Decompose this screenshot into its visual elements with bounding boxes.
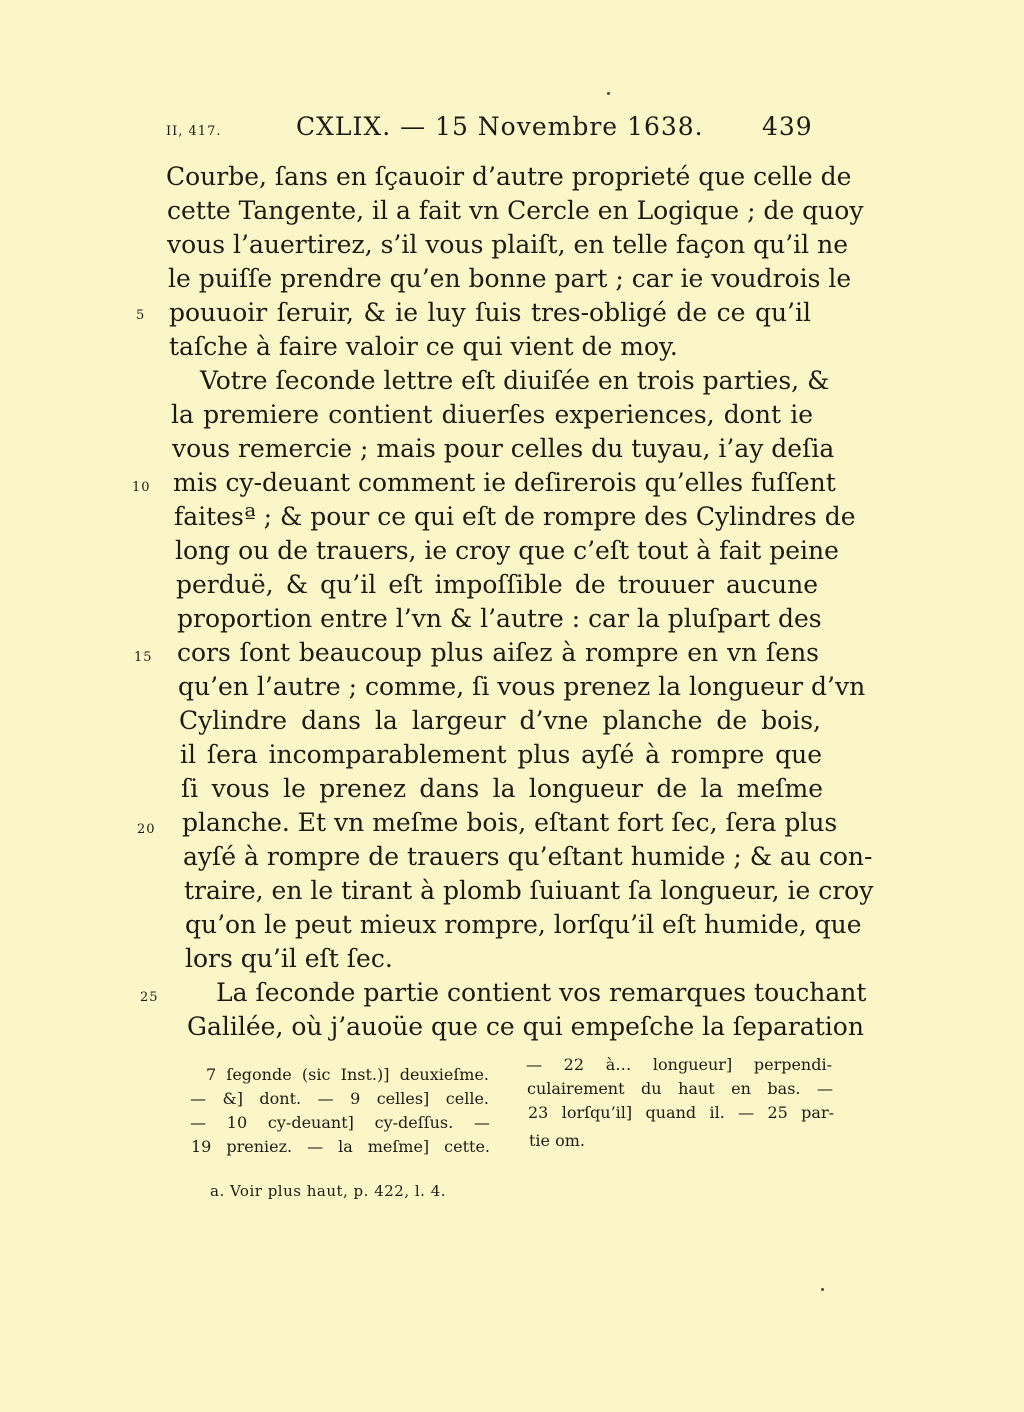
page-number: 439: [762, 112, 813, 141]
body-line: ſi vous le prenez dans la longueur de la meſme: [181, 774, 823, 803]
body-line: ayſé à rompre de trauers qu’eſtant humide ; & au con-: [183, 842, 873, 871]
edition-reference: II, 417.: [166, 124, 222, 139]
variant-note: 7 ſegonde (sic Inst.)] deuxieſme.: [206, 1065, 489, 1084]
body-line: Votre ſeconde lettre eſt diuiſée en trois parties, &: [200, 366, 830, 395]
body-line: planche. Et vn meſme bois, eſtant fort ſec, ſera plus: [182, 808, 838, 837]
body-line: La ſeconde partie contient vos remarques touchant: [216, 978, 867, 1007]
body-line: qu’on le peut mieux rompre, lorſqu’il eſt humide, que: [185, 910, 862, 939]
variant-note: 23 lorſqu’il] quand il. — 25 par-: [528, 1103, 834, 1122]
footnote: a. Voir plus haut, p. 422, l. 4.: [210, 1182, 447, 1200]
body-line: perduë, & qu’il eſt impoſſible de trouuer aucune: [176, 570, 818, 599]
body-line: le puiſſe prendre qu’en bonne part ; car ie voudrois le: [168, 264, 852, 293]
line-number: 5: [136, 308, 146, 323]
body-line: Courbe, ſans en ſçauoir d’autre proprieté que celle de: [166, 162, 852, 191]
body-line: cors ſont beaucoup plus aiſez à rompre en vn ſens: [177, 638, 819, 667]
speck-mark: [607, 92, 610, 95]
variant-note: — 22 à… longueur] perpendi-: [526, 1055, 832, 1074]
body-line: vous remercie ; mais pour celles du tuyau, i’ay deſia: [172, 434, 835, 463]
body-line: cette Tangente, il a fait vn Cercle en Logique ; de quoy: [167, 196, 864, 225]
body-line: pouuoir ſeruir, & ie luy ſuis tres-obligé de ce qu’il: [169, 298, 811, 327]
body-line: traire, en le tirant à plomb ſuiuant ſa longueur, ie croy: [184, 876, 874, 905]
variant-note: tie om.: [529, 1131, 585, 1150]
variant-note: — 10 cy-deuant] cy-deſſus. —: [190, 1113, 490, 1132]
body-line: il ſera incomparablement plus ayſé à rompre que: [180, 740, 822, 769]
body-line: vous l’auertirez, s’il vous plaiſt, en telle façon qu’il ne: [167, 230, 849, 259]
body-line: la premiere contient diuerſes experiences, dont ie: [171, 400, 813, 429]
variant-note: — &] dont. — 9 celles] celle.: [190, 1089, 489, 1108]
body-line: proportion entre l’vn & l’autre : car la pluſpart des: [177, 604, 822, 633]
variant-note: 19 preniez. — la meſme] cette.: [191, 1137, 490, 1156]
body-line: Galilée, où j’auoüe que ce qui empeſche la ſeparation: [187, 1012, 864, 1041]
variant-note: culairement du haut en bas. —: [527, 1079, 833, 1098]
body-line: mis cy-deuant comment ie deſirerois qu’elles fuſſent: [173, 468, 836, 497]
line-number: 15: [134, 650, 153, 665]
body-line: lors qu’il eſt ſec.: [185, 944, 393, 973]
body-line: qu’en l’autre ; comme, ſi vous prenez la longueur d’vn: [178, 672, 866, 701]
body-line: taſche à faire valoir ce qui vient de moy.: [169, 332, 678, 361]
line-number: 10: [132, 480, 151, 495]
line-number: 25: [140, 990, 159, 1005]
speck-mark: [821, 1288, 824, 1291]
body-line: faitesª ; & pour ce qui eſt de rompre des Cylindres de: [174, 502, 856, 531]
page-header: [0, 112, 1024, 146]
body-line: long ou de trauers, ie croy que c’eſt tout à fait peine: [175, 536, 839, 565]
running-title: CXLIX. — 15 Novembre 1638.: [296, 112, 704, 141]
line-number: 20: [137, 822, 156, 837]
body-line: Cylindre dans la largeur d’vne planche de bois,: [179, 706, 821, 735]
